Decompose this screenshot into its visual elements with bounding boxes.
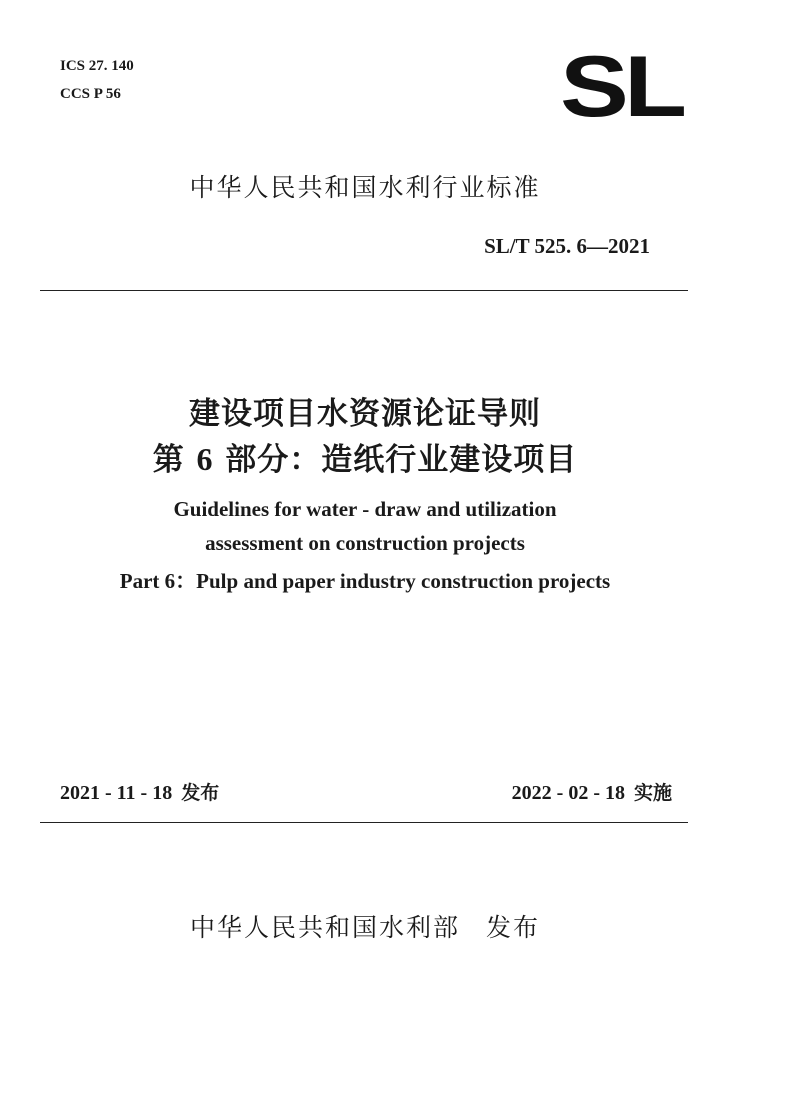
bottom-divider: [40, 822, 688, 823]
ccs-code: CCS P 56: [60, 86, 121, 102]
standard-type: 中华人民共和国水利行业标准: [189, 173, 541, 202]
implementation-date-value: 2022 - 02 - 18: [511, 782, 625, 804]
title-cn-line1: 建设项目水资源论证导则: [189, 396, 541, 432]
publisher-action: 发布: [486, 913, 541, 942]
title-cn-part-rest: 部分：造纸行业建设项目: [225, 442, 578, 478]
implementation-date-label: 实施: [633, 782, 672, 804]
publisher-line: [0, 908, 730, 944]
title-en-line3: Part 6：Pulp and paper industry construction projects: [119, 569, 611, 593]
title-cn-part-number: 6: [196, 441, 214, 477]
top-divider: [40, 290, 688, 291]
issue-date: [60, 778, 219, 805]
title-cn-line2: [0, 434, 730, 479]
standard-number: SL/T 525. 6—2021: [484, 234, 650, 258]
ics-code: ICS 27. 140: [60, 58, 134, 74]
title-en-line2: assessment on construction projects: [205, 531, 525, 555]
title-cn-part-prefix: 第: [152, 442, 185, 478]
issue-date-label: 发布: [181, 782, 220, 804]
sl-logo: SL: [560, 39, 683, 135]
issue-date-value: 2021 - 11 - 18: [60, 782, 173, 804]
publisher-name: 中华人民共和国水利部: [189, 913, 460, 942]
implementation-date: [512, 778, 672, 805]
title-en-line1: Guidelines for water - draw and utilization: [173, 497, 557, 521]
